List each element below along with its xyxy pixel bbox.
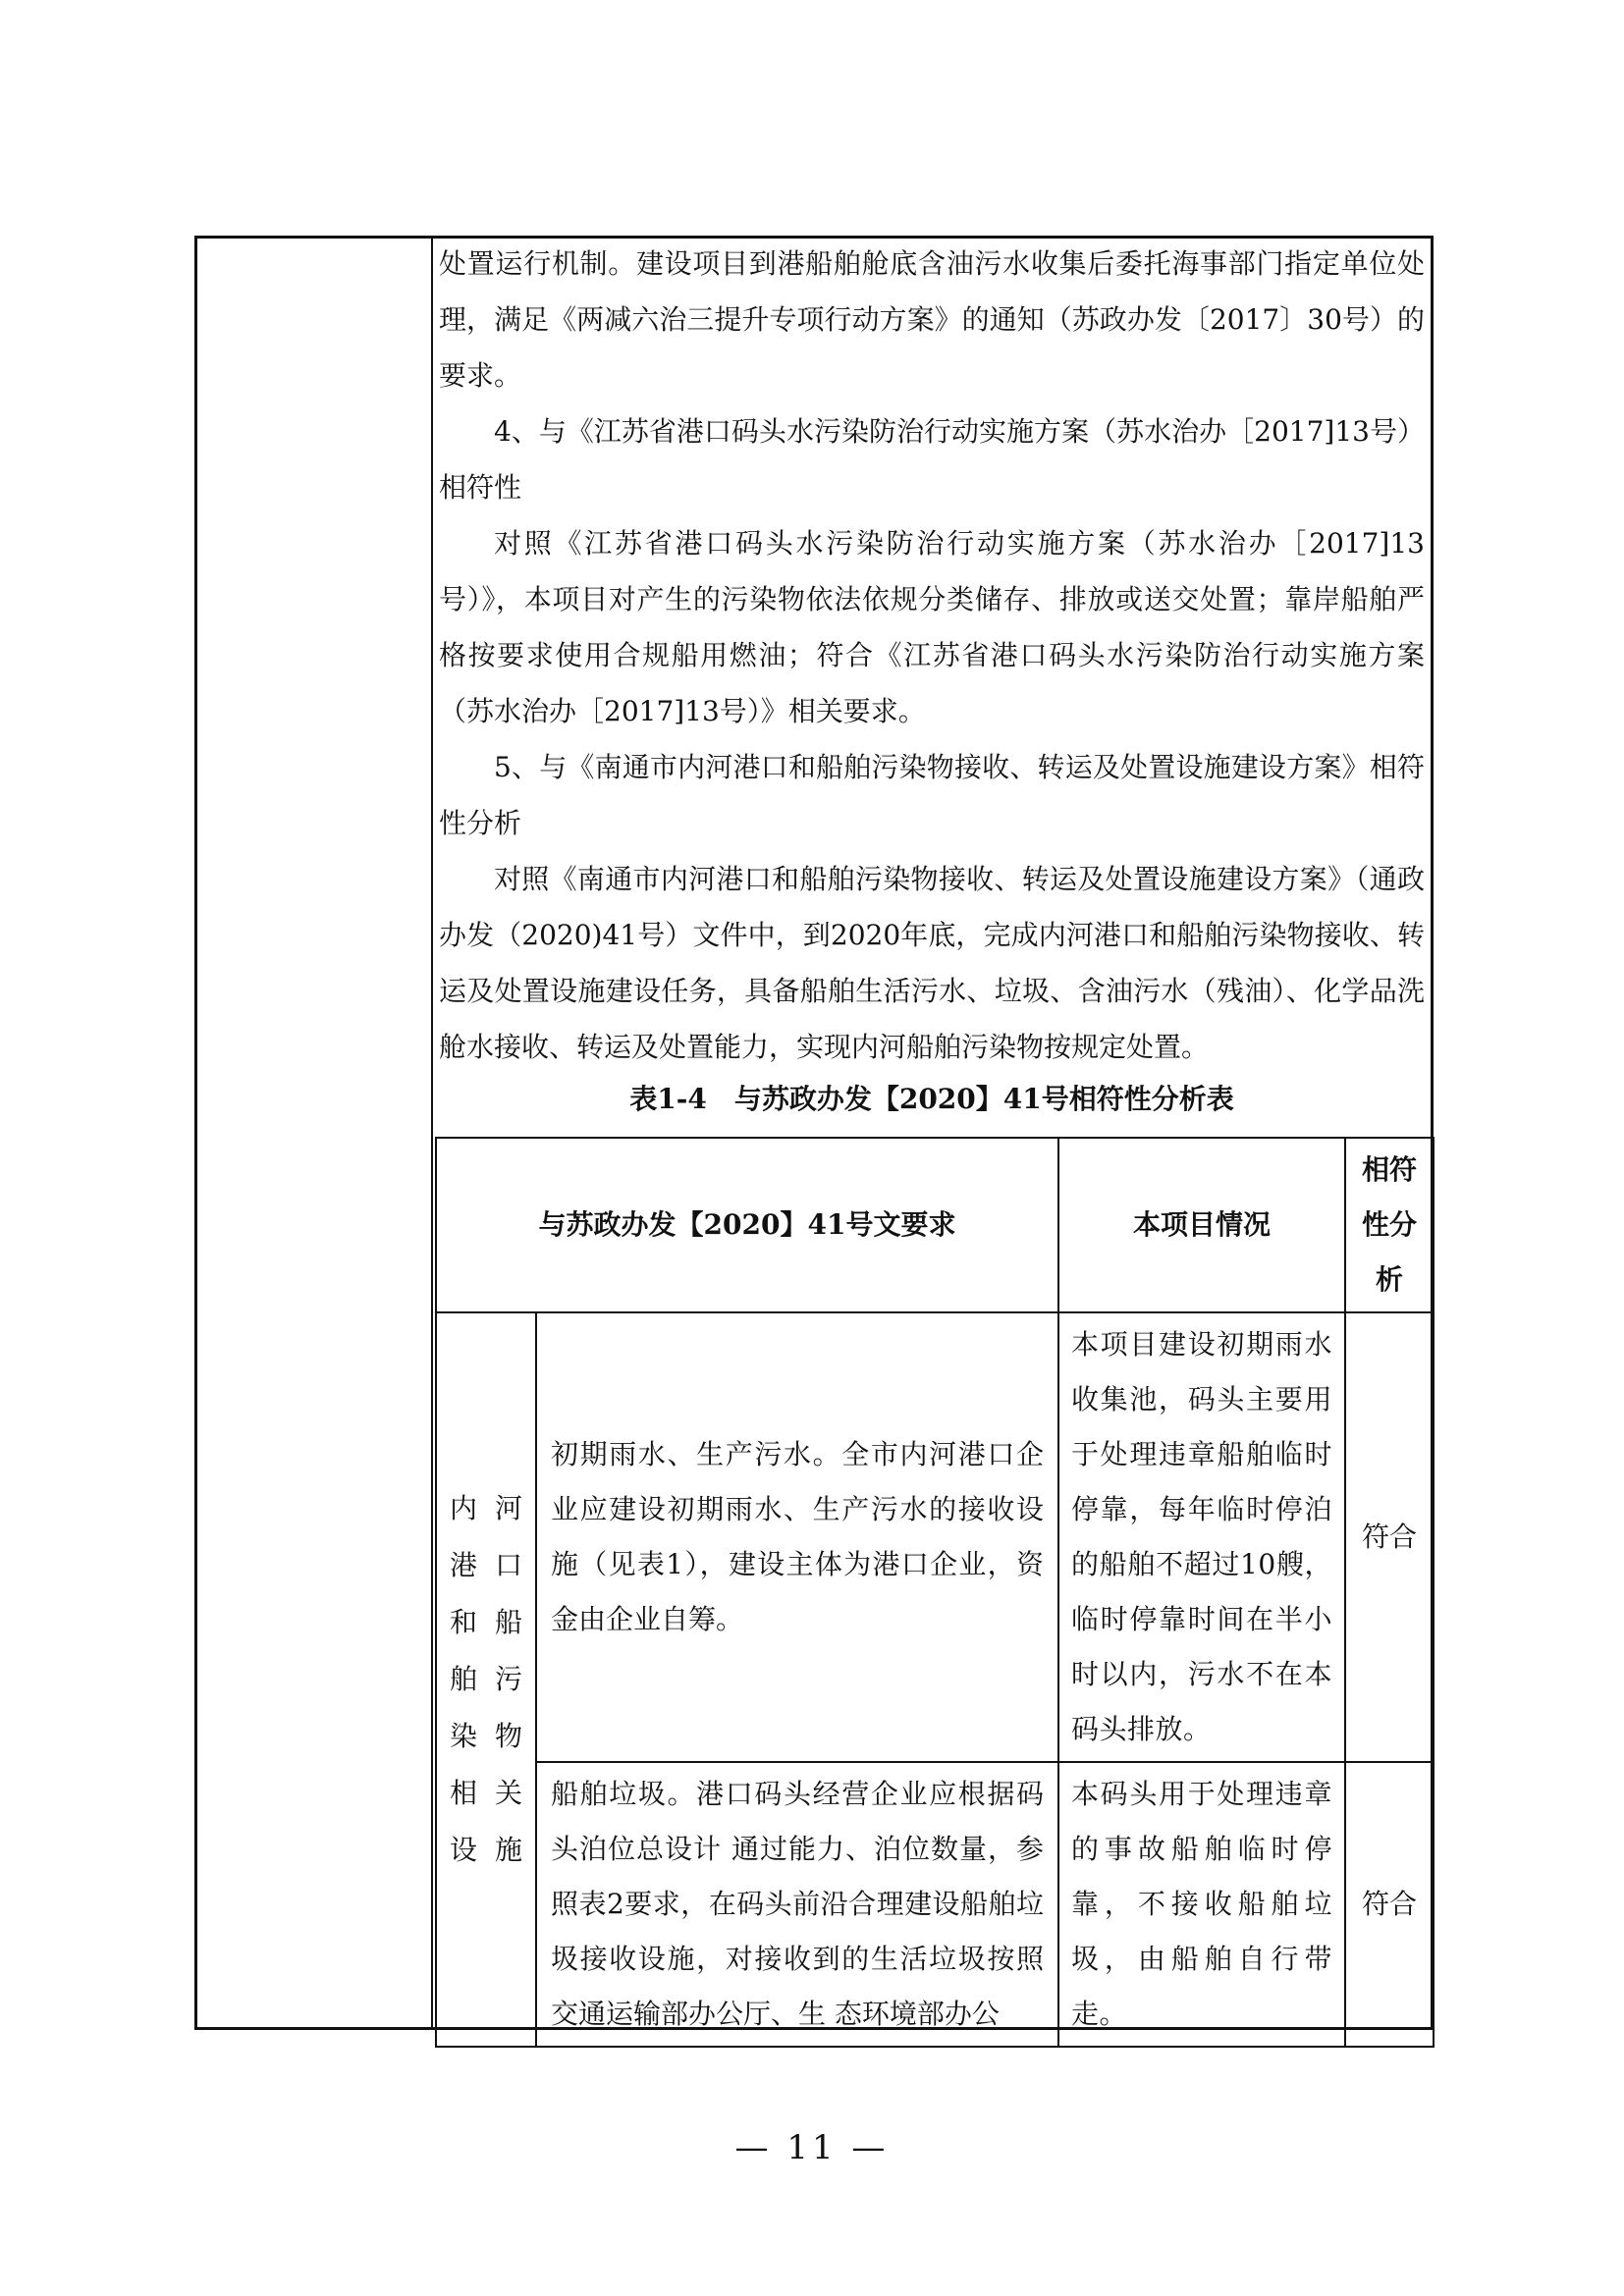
conformity-cell: 符合 — [1345, 1312, 1434, 1762]
conformity-table — [435, 1137, 1435, 2048]
paragraph: 处置运行机制。建设项目到港船舶舱底含油污水收集后委托海事部门指定单位处理，满足《两减六治三提升专项行动方案》的通知（苏政办发〔2017〕30号）的要求。 — [439, 247, 1425, 392]
header-project: 本项目情况 — [1058, 1138, 1345, 1312]
paragraph: 4、与《江苏省港口码头水污染防治行动实施方案（苏水治办［2017]13号）相符性 — [439, 415, 1425, 504]
table-caption: 表1-4 与苏政办发【2020】41号相符性分析表 — [629, 1083, 1234, 1115]
requirement-cell: 船舶垃圾。港口码头经营企业应根据码头泊位总设计 通过能力、泊位数量，参照表2要求，在码头前沿合理建设船舶垃圾接收设施，对接收到的生活垃圾按照交通运输部办公厅、生 态环境部办公 — [536, 1762, 1058, 2047]
category-cell — [436, 1312, 536, 2047]
category-label: 内河港口和船舶污染物相关设施 — [450, 1492, 522, 1866]
table-row — [436, 1762, 1434, 2047]
requirement-cell: 初期雨水、生产污水。全市内河港口企业应建设初期雨水、生产污水的接收设施（见表1），建设主体为港口企业，资金由企业自筹。 — [536, 1312, 1058, 1762]
header-conformity-label: 相符性分析 — [1361, 1153, 1417, 1296]
table-header-row — [436, 1138, 1434, 1312]
left-column — [194, 236, 433, 2030]
paragraph: 5、与《南通市内河港口和船舶污染物接收、转运及处置设施建设方案》相符性分析 — [439, 751, 1425, 839]
project-cell: 本码头用于处理违章的事故船舶临时停靠，不接收船舶垃圾，由船舶自行带走。 — [1058, 1762, 1345, 2047]
header-requirement: 与苏政办发【2020】41号文要求 — [436, 1138, 1058, 1312]
body-text — [439, 236, 1425, 1075]
conformity-cell: 符合 — [1345, 1762, 1434, 2047]
table-row — [436, 1312, 1434, 1762]
page-number: — 11 — — [734, 2128, 890, 2167]
project-cell: 本项目建设初期雨水收集池，码头主要用于处理违章船舶临时停靠，每年临时停泊的船舶不超过10艘，临时停靠时间在半小时以内，污水不在本码头排放。 — [1058, 1312, 1345, 1762]
paragraph: 对照《南通市内河港口和船舶污染物接收、转运及处置设施建设方案》（通政办发（2020)41号）文件中，到2020年底，完成内河港口和船舶污染物接收、转运及处置设施建设任务，具备船舶生活污水、垃圾、含油污水（残油）、化学品洗舱水接收、转运及处置能力，实现内河船舶污染物按规定处置。 — [439, 863, 1425, 1063]
paragraph: 对照《江苏省港口码头水污染防治行动实施方案（苏水治办［2017]13号）》，本项目对产生的污染物依法依规分类储存、排放或送交处置；靠岸船舶严格按要求使用合规船用燃油；符合《江苏省港口码头水污染防治行动实施方案（苏水治办［2017]13号）》相关要求。 — [439, 527, 1425, 727]
header-conformity — [1345, 1138, 1434, 1312]
